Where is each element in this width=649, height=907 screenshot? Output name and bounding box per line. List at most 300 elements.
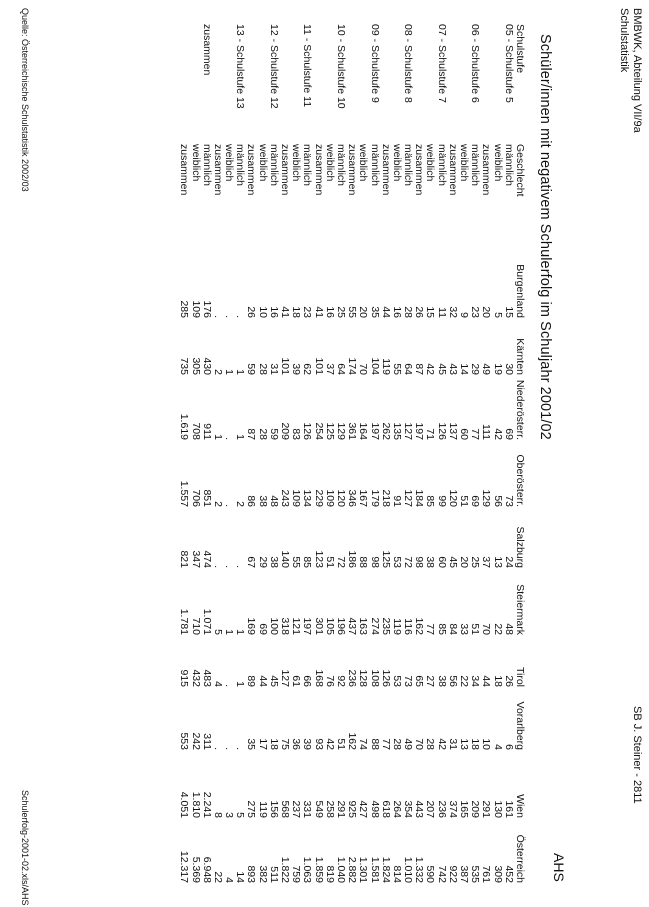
cell-value: 291 bbox=[480, 800, 493, 818]
cell-value: 109 bbox=[290, 489, 303, 507]
cell-value: 432 bbox=[189, 669, 202, 687]
cell-value: 911 bbox=[200, 423, 213, 440]
cell-value: 127 bbox=[402, 422, 415, 440]
cell-value: 26 bbox=[502, 675, 515, 687]
cell-value: 618 bbox=[379, 800, 392, 818]
cell-value: 41 bbox=[312, 306, 325, 318]
cell-value: 39 bbox=[301, 738, 314, 750]
reference-label: SB J. Steiner - 2811 bbox=[631, 706, 643, 804]
cell-value: 20 bbox=[357, 306, 370, 318]
cell-value: 8 bbox=[211, 812, 224, 818]
cell-value: 126 bbox=[301, 422, 314, 440]
cell-value: 64 bbox=[335, 363, 347, 375]
column-header-2: Niederösterr. bbox=[514, 379, 526, 440]
row-sex-label: männlich bbox=[301, 144, 314, 187]
cell-value: 761 bbox=[480, 865, 493, 883]
cell-value: 98 bbox=[368, 556, 381, 568]
cell-value: 38 bbox=[267, 556, 280, 568]
cell-value: 35 bbox=[245, 738, 258, 750]
cell-value: 28 bbox=[424, 738, 437, 750]
cell-value: . bbox=[223, 504, 236, 507]
cell-value: 229 bbox=[312, 489, 325, 507]
column-header-7: Vorarlberg bbox=[514, 701, 526, 750]
cell-value: 5.369 bbox=[189, 856, 202, 883]
row-sex-label: zusammen bbox=[279, 144, 292, 196]
cell-value: 45 bbox=[446, 556, 459, 568]
cell-value: 498 bbox=[368, 800, 381, 818]
cell-value: 742 bbox=[435, 865, 448, 883]
cell-value: 33 bbox=[458, 623, 471, 635]
cell-value: 30 bbox=[502, 363, 515, 375]
cell-value: 51 bbox=[323, 556, 336, 568]
row-sex-label: männlich bbox=[368, 144, 381, 187]
cell-value: 22 bbox=[211, 871, 224, 883]
row-sex-label: weiblich bbox=[458, 144, 471, 182]
cell-value: 186 bbox=[346, 550, 359, 568]
cell-value: 65 bbox=[413, 675, 426, 687]
cell-value: 237 bbox=[290, 800, 303, 818]
row-sex-label: weiblich bbox=[223, 144, 236, 182]
cell-value: 18 bbox=[290, 306, 303, 318]
cell-value: 38 bbox=[424, 556, 437, 568]
cell-value: 53 bbox=[390, 556, 403, 568]
cell-value: 12.317 bbox=[178, 850, 191, 883]
cell-value: 26 bbox=[413, 306, 426, 318]
cell-value: 4.051 bbox=[178, 791, 191, 818]
row-sex-label: männlich bbox=[234, 144, 247, 187]
cell-value: 235 bbox=[379, 617, 392, 635]
row-sex-label: zusammen bbox=[379, 144, 392, 196]
cell-value: 553 bbox=[178, 732, 191, 750]
cell-value: 27 bbox=[424, 675, 437, 687]
cell-value: 26 bbox=[245, 306, 258, 318]
cell-value: 55 bbox=[290, 556, 303, 568]
cell-value: 45 bbox=[267, 675, 280, 687]
cell-value: 1 bbox=[223, 369, 236, 375]
row-sex-label: zusammen bbox=[480, 144, 493, 196]
cell-value: 29 bbox=[469, 363, 482, 375]
row-stage-label: 11 - Schulstufe 11 bbox=[301, 24, 314, 108]
cell-value: 759 bbox=[290, 865, 303, 883]
cell-value: 116 bbox=[402, 618, 415, 635]
row-stage-label: 05 - Schulstufe 5 bbox=[502, 24, 515, 103]
cell-value: 109 bbox=[189, 300, 202, 318]
cell-value: 1 bbox=[234, 629, 247, 635]
cell-value: 196 bbox=[335, 617, 347, 635]
column-header-1: Kärnten bbox=[514, 338, 526, 375]
cell-value: 16 bbox=[267, 306, 280, 318]
cell-value: 38 bbox=[256, 495, 269, 507]
cell-value: 5 bbox=[211, 629, 224, 635]
column-header-0: Burgenland bbox=[514, 264, 526, 318]
cell-value: 51 bbox=[335, 738, 347, 750]
cell-value: . bbox=[223, 565, 236, 568]
organization-header bbox=[617, 8, 643, 133]
row-sex-label: zusammen bbox=[178, 144, 191, 196]
cell-value: 10 bbox=[480, 738, 493, 750]
cell-value: 22 bbox=[491, 623, 504, 635]
cell-value: 708 bbox=[189, 422, 202, 440]
row-sex-label: weiblich bbox=[256, 144, 269, 182]
cell-value: 123 bbox=[312, 550, 325, 568]
cell-value: 1.859 bbox=[312, 856, 325, 883]
cell-value: 92 bbox=[335, 675, 347, 687]
row-sex-label: zusammen bbox=[312, 144, 325, 196]
cell-value: 5 bbox=[234, 812, 247, 818]
cell-value: 100 bbox=[267, 617, 280, 635]
cell-value: 29 bbox=[256, 556, 269, 568]
column-header-9: Österreich bbox=[514, 834, 526, 883]
cell-value: 197 bbox=[368, 422, 381, 440]
cell-value: 73 bbox=[502, 495, 515, 507]
cell-value: . bbox=[234, 565, 247, 568]
cell-value: 16 bbox=[390, 306, 403, 318]
cell-value: 125 bbox=[379, 550, 392, 568]
cell-value: 128 bbox=[357, 669, 370, 687]
cell-value: 13 bbox=[458, 738, 471, 750]
cell-value: 36 bbox=[290, 738, 303, 750]
cell-value: 105 bbox=[323, 617, 336, 635]
row-sex-label: zusammen bbox=[211, 144, 224, 196]
cell-value: 13 bbox=[491, 556, 504, 568]
cell-value: 140 bbox=[279, 550, 292, 568]
cell-value: 59 bbox=[245, 363, 258, 375]
cell-value: 4 bbox=[211, 681, 224, 687]
cell-value: . bbox=[211, 747, 224, 750]
cell-value: 66 bbox=[301, 675, 314, 687]
cell-value: 165 bbox=[458, 800, 471, 818]
cell-value: 354 bbox=[402, 800, 415, 818]
cell-value: 2 bbox=[234, 501, 247, 507]
cell-value: . bbox=[211, 315, 224, 318]
cell-value: 44 bbox=[480, 675, 493, 687]
cell-value: 156 bbox=[267, 800, 280, 818]
cell-value: 4 bbox=[223, 877, 236, 883]
cell-value: 120 bbox=[446, 489, 459, 507]
cell-value: 101 bbox=[279, 357, 292, 375]
cell-value: . bbox=[223, 315, 236, 318]
cell-value: 19 bbox=[491, 363, 504, 375]
cell-value: 819 bbox=[323, 865, 336, 883]
cell-value: 43 bbox=[446, 363, 459, 375]
cell-value: 174 bbox=[346, 357, 359, 375]
cell-value: 25 bbox=[469, 556, 482, 568]
cell-value: 56 bbox=[446, 675, 459, 687]
cell-value: 55 bbox=[390, 363, 403, 375]
cell-value: 169 bbox=[245, 617, 258, 635]
cell-value: 162 bbox=[413, 617, 426, 635]
row-sex-label: weiblich bbox=[290, 144, 303, 182]
cell-value: 305 bbox=[189, 357, 202, 375]
cell-value: 72 bbox=[335, 556, 347, 568]
cell-value: 99 bbox=[435, 495, 448, 507]
cell-value: 821 bbox=[178, 550, 191, 568]
cell-value: 1.071 bbox=[200, 608, 213, 635]
column-header-sex: Geschlecht bbox=[514, 144, 526, 197]
cell-value: 1 bbox=[234, 369, 247, 375]
cell-value: 275 bbox=[245, 800, 258, 818]
cell-value: 104 bbox=[368, 357, 381, 375]
cell-value: 38 bbox=[435, 675, 448, 687]
cell-value: 93 bbox=[312, 738, 325, 750]
cell-value: 1 bbox=[234, 434, 247, 440]
org-line-2: Schulstatistik bbox=[618, 8, 630, 73]
cell-value: 16 bbox=[323, 306, 336, 318]
row-stage-label: 09 - Schulstufe 9 bbox=[368, 24, 381, 103]
cell-value: 1.040 bbox=[335, 856, 347, 883]
cell-value: 20 bbox=[458, 556, 471, 568]
cell-value: 2.241 bbox=[200, 791, 213, 818]
cell-value: 1.824 bbox=[379, 856, 392, 883]
cell-value: 4 bbox=[491, 744, 504, 750]
cell-value: 23 bbox=[301, 306, 314, 318]
cell-value: 121 bbox=[290, 617, 303, 635]
column-header-6: Tirol bbox=[514, 666, 526, 687]
cell-value: 126 bbox=[379, 669, 392, 687]
row-sex-label: zusammen bbox=[346, 144, 359, 196]
row-sex-label: männlich bbox=[200, 144, 213, 187]
cell-value: 74 bbox=[357, 738, 370, 750]
cell-value: 130 bbox=[491, 800, 504, 818]
row-stage-label: zusammen bbox=[200, 24, 213, 76]
cell-value: 49 bbox=[480, 363, 493, 375]
cell-value: 119 bbox=[379, 358, 392, 375]
cell-value: 98 bbox=[413, 556, 426, 568]
source-note: Quelle: Österreichische Schulstatistik 2002/03 bbox=[20, 8, 30, 192]
cell-value: 14 bbox=[234, 871, 247, 883]
row-sex-label: weiblich bbox=[424, 144, 437, 182]
cell-value: 6 bbox=[502, 744, 515, 750]
cell-value: 197 bbox=[413, 422, 426, 440]
cell-value: 28 bbox=[402, 306, 415, 318]
cell-value: 851 bbox=[200, 489, 213, 507]
cell-value: 44 bbox=[379, 306, 392, 318]
cell-value: 73 bbox=[402, 675, 415, 687]
cell-value: 309 bbox=[491, 865, 504, 883]
cell-value: 88 bbox=[357, 556, 370, 568]
cell-value: 735 bbox=[178, 357, 191, 375]
cell-value: 568 bbox=[279, 800, 292, 818]
cell-value: 9 bbox=[458, 312, 471, 318]
cell-value: 84 bbox=[446, 623, 459, 635]
cell-value: 55 bbox=[346, 306, 359, 318]
cell-value: . bbox=[234, 315, 247, 318]
cell-value: 137 bbox=[446, 422, 459, 440]
cell-value: 318 bbox=[279, 617, 292, 635]
cell-value: 1.781 bbox=[178, 608, 191, 635]
cell-value: 31 bbox=[267, 363, 280, 375]
cell-value: 28 bbox=[390, 738, 403, 750]
cell-value: 549 bbox=[312, 800, 325, 818]
page-title: Schüler/innen mit negativem Schulerfolg im Schuljahr 2001/02 bbox=[537, 34, 553, 440]
cell-value: 301 bbox=[312, 617, 325, 635]
cell-value: 85 bbox=[435, 623, 448, 635]
cell-value: 1.010 bbox=[402, 856, 415, 883]
cell-value: 1 bbox=[223, 629, 236, 635]
cell-value: 87 bbox=[413, 363, 426, 375]
cell-value: 31 bbox=[446, 738, 459, 750]
cell-value: 69 bbox=[502, 428, 515, 440]
cell-value: 161 bbox=[502, 800, 515, 818]
cell-value: 347 bbox=[189, 550, 202, 568]
cell-value: 6.948 bbox=[200, 856, 213, 883]
cell-value: 535 bbox=[469, 865, 482, 883]
cell-value: 56 bbox=[491, 495, 504, 507]
cell-value: 119 bbox=[390, 618, 403, 635]
cell-value: 88 bbox=[368, 738, 381, 750]
cell-value: 2.882 bbox=[346, 856, 359, 883]
cell-value: . bbox=[223, 684, 236, 687]
cell-value: 443 bbox=[413, 800, 426, 818]
cell-value: 69 bbox=[256, 623, 269, 635]
row-sex-label: männlich bbox=[469, 144, 482, 187]
cell-value: 18 bbox=[267, 738, 280, 750]
cell-value: 125 bbox=[323, 422, 336, 440]
cell-value: 2 bbox=[211, 369, 224, 375]
row-sex-label: zusammen bbox=[245, 144, 258, 196]
cell-value: 274 bbox=[368, 617, 381, 635]
cell-value: 168 bbox=[312, 669, 325, 687]
cell-value: 1.810 bbox=[189, 791, 202, 818]
cell-value: 35 bbox=[368, 306, 381, 318]
cell-value: 474 bbox=[200, 550, 213, 568]
cell-value: 32 bbox=[446, 306, 459, 318]
cell-value: 1 bbox=[234, 681, 247, 687]
cell-value: 427 bbox=[357, 800, 370, 818]
cell-value: 34 bbox=[469, 675, 482, 687]
cell-value: 209 bbox=[469, 800, 482, 818]
column-header-8: Wien bbox=[514, 794, 526, 818]
cell-value: 83 bbox=[290, 428, 303, 440]
cell-value: 179 bbox=[368, 489, 381, 507]
row-stage-label: 07 - Schulstufe 7 bbox=[435, 24, 448, 103]
cell-value: 71 bbox=[424, 428, 437, 440]
cell-value: 75 bbox=[279, 738, 292, 750]
cell-value: 291 bbox=[335, 800, 347, 818]
cell-value: . bbox=[223, 747, 236, 750]
cell-value: 61 bbox=[290, 675, 303, 687]
cell-value: 14 bbox=[458, 363, 471, 375]
cell-value: 60 bbox=[435, 556, 448, 568]
cell-value: 127 bbox=[402, 489, 415, 507]
cell-value: 42 bbox=[323, 738, 336, 750]
cell-value: 77 bbox=[379, 738, 392, 750]
row-sex-label: männlich bbox=[435, 144, 448, 187]
cell-value: 51 bbox=[458, 495, 471, 507]
cell-value: 51 bbox=[469, 623, 482, 635]
cell-value: 331 bbox=[301, 800, 314, 818]
cell-value: 87 bbox=[245, 428, 258, 440]
cell-value: 10 bbox=[256, 306, 269, 318]
cell-value: 85 bbox=[301, 556, 314, 568]
cell-value: 85 bbox=[424, 495, 437, 507]
cell-value: 706 bbox=[189, 489, 202, 507]
cell-value: 45 bbox=[435, 363, 448, 375]
cell-value: 28 bbox=[256, 428, 269, 440]
cell-value: 162 bbox=[346, 732, 359, 750]
row-stage-label: 06 - Schulstufe 6 bbox=[469, 24, 482, 103]
cell-value: 24 bbox=[502, 556, 515, 568]
cell-value: 242 bbox=[189, 732, 202, 750]
cell-value: 134 bbox=[301, 489, 314, 507]
cell-value: 42 bbox=[424, 363, 437, 375]
cell-value: 814 bbox=[390, 865, 403, 883]
cell-value: 11 bbox=[435, 307, 448, 318]
cell-value: 361 bbox=[346, 422, 359, 440]
cell-value: . bbox=[211, 565, 224, 568]
cell-value: . bbox=[223, 437, 236, 440]
column-header-5: Steiermark bbox=[514, 584, 526, 635]
file-name-note: Schulerfolg-2001-02.xls/AHS bbox=[20, 790, 30, 906]
cell-value: 374 bbox=[446, 800, 459, 818]
cell-value: 285 bbox=[178, 300, 191, 318]
cell-value: 77 bbox=[424, 623, 437, 635]
cell-value: 511 bbox=[267, 866, 280, 883]
column-header-stage: Schulstufe bbox=[514, 24, 526, 74]
cell-value: 69 bbox=[469, 495, 482, 507]
cell-value: 236 bbox=[435, 800, 448, 818]
row-sex-label: weiblich bbox=[357, 144, 370, 182]
cell-value: 42 bbox=[491, 428, 504, 440]
cell-value: 72 bbox=[402, 556, 415, 568]
cell-value: 258 bbox=[323, 800, 336, 818]
cell-value: 129 bbox=[480, 489, 493, 507]
cell-value: 20 bbox=[480, 306, 493, 318]
cell-value: 91 bbox=[390, 495, 403, 507]
cell-value: 48 bbox=[502, 623, 515, 635]
cell-value: 2 bbox=[211, 501, 224, 507]
cell-value: 70 bbox=[480, 623, 493, 635]
cell-value: 64 bbox=[402, 363, 415, 375]
row-sex-label: männlich bbox=[335, 144, 347, 187]
cell-value: 18 bbox=[491, 675, 504, 687]
cell-value: 15 bbox=[502, 306, 515, 318]
cell-value: 41 bbox=[279, 306, 292, 318]
cell-value: 164 bbox=[357, 422, 370, 440]
cell-value: 1.619 bbox=[178, 413, 191, 440]
cell-value: 207 bbox=[424, 800, 437, 818]
cell-value: 135 bbox=[390, 422, 403, 440]
row-sex-label: weiblich bbox=[189, 144, 202, 182]
cell-value: 176 bbox=[200, 300, 213, 318]
cell-value: 22 bbox=[458, 675, 471, 687]
row-sex-label: zusammen bbox=[413, 144, 426, 196]
cell-value: 23 bbox=[469, 306, 482, 318]
row-stage-label: 08 - Schulstufe 8 bbox=[402, 24, 415, 103]
cell-value: 37 bbox=[480, 556, 493, 568]
cell-value: 382 bbox=[256, 865, 269, 883]
cell-value: 1.822 bbox=[279, 856, 292, 883]
cell-value: 1.063 bbox=[301, 856, 314, 883]
cell-value: 3 bbox=[223, 812, 236, 818]
cell-value: 15 bbox=[424, 306, 437, 318]
cell-value: 18 bbox=[469, 738, 482, 750]
cell-value: 119 bbox=[256, 801, 269, 818]
org-line-1: BMBWK, Abteilung VII/9a bbox=[631, 8, 643, 133]
cell-value: 437 bbox=[346, 617, 359, 635]
cell-value: 77 bbox=[469, 428, 482, 440]
cell-value: 37 bbox=[323, 363, 336, 375]
row-sex-label: weiblich bbox=[390, 144, 403, 182]
cell-value: 53 bbox=[390, 675, 403, 687]
column-header-3: Oberösterr. bbox=[514, 454, 526, 507]
cell-value: 483 bbox=[200, 669, 213, 687]
cell-value: 48 bbox=[267, 495, 280, 507]
cell-value: 236 bbox=[346, 669, 359, 687]
cell-value: 264 bbox=[390, 800, 403, 818]
row-sex-label: männlich bbox=[402, 144, 415, 187]
cell-value: 254 bbox=[312, 422, 325, 440]
